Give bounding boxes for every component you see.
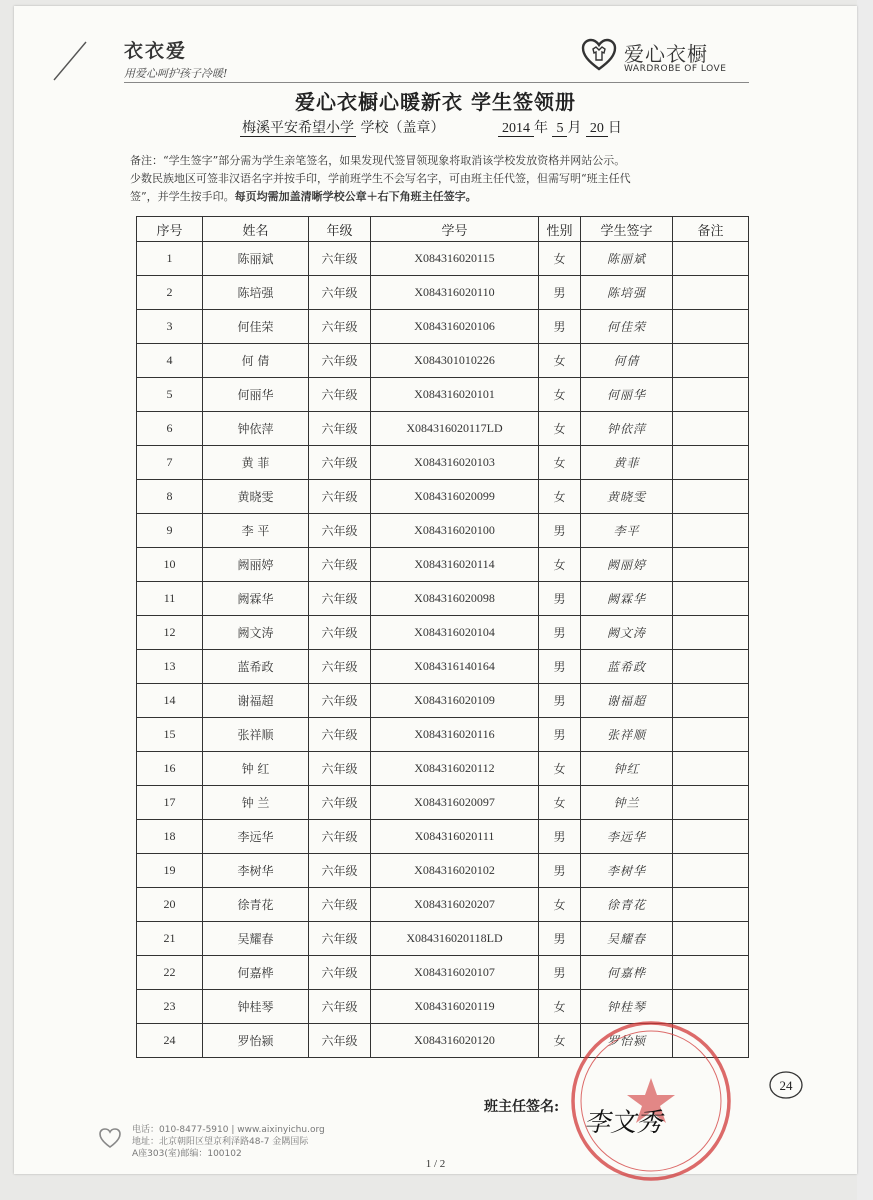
- cell-gender: 女: [539, 344, 581, 378]
- cell-gender: 女: [539, 548, 581, 582]
- cell-grade: 六年级: [309, 1024, 371, 1058]
- cell-no: 8: [137, 480, 203, 514]
- cell-student-id: X084316020110: [371, 276, 539, 310]
- cell-grade: 六年级: [309, 616, 371, 650]
- table-row: [137, 446, 749, 480]
- cell-remark: [673, 956, 749, 990]
- cell-remark: [673, 446, 749, 480]
- table-row: [137, 378, 749, 412]
- cell-gender: 女: [539, 990, 581, 1024]
- cell-gender: 男: [539, 616, 581, 650]
- right-logo: [580, 36, 750, 78]
- table-body: [137, 242, 749, 1058]
- page-title: 爱心衣橱心暖新衣 学生签领册: [295, 90, 576, 114]
- cell-grade: 六年级: [309, 242, 371, 276]
- cell-student-id: X084316020107: [371, 956, 539, 990]
- cell-remark: [673, 888, 749, 922]
- cell-name: 谢福超: [203, 684, 309, 718]
- cell-signature: 李远华: [581, 820, 673, 854]
- cell-grade: 六年级: [309, 922, 371, 956]
- cell-remark: [673, 582, 749, 616]
- note-line-2: 少数民族地区可签非汉语名字并按手印，学前班学生不会写名字，可由班主任代签，但需写明“班主任代: [130, 172, 631, 185]
- cell-name: 张祥顺: [203, 718, 309, 752]
- cell-name: 何丽华: [203, 378, 309, 412]
- cell-name: 钟 兰: [203, 786, 309, 820]
- cell-gender: 男: [539, 956, 581, 990]
- cell-no: 12: [137, 616, 203, 650]
- table-row: [137, 412, 749, 446]
- cell-grade: 六年级: [309, 820, 371, 854]
- cell-gender: 男: [539, 650, 581, 684]
- cell-gender: 男: [539, 514, 581, 548]
- left-slogan: 用爱心呵护孩子冷暖!: [124, 67, 228, 80]
- cell-name: 李树华: [203, 854, 309, 888]
- cell-remark: [673, 514, 749, 548]
- cell-student-id: X084316020111: [371, 820, 539, 854]
- cell-signature: 何丽华: [581, 378, 673, 412]
- teacher-signature: 李文秀: [584, 1108, 663, 1138]
- cell-signature: 阙霖华: [581, 582, 673, 616]
- left-brand: 衣衣爱: [124, 40, 188, 62]
- col-header-student-id: 学号: [371, 217, 539, 242]
- cell-no: 24: [137, 1024, 203, 1058]
- cell-student-id: X084316020117LD: [371, 412, 539, 446]
- school-line: [240, 117, 444, 137]
- table-row: [137, 276, 749, 310]
- cell-signature: 钟红: [581, 752, 673, 786]
- cell-signature: 李平: [581, 514, 673, 548]
- cell-grade: 六年级: [309, 582, 371, 616]
- cell-gender: 男: [539, 854, 581, 888]
- cell-remark: [673, 616, 749, 650]
- table-row: [137, 480, 749, 514]
- cell-remark: [673, 752, 749, 786]
- document-page: [14, 6, 857, 1174]
- cell-remark: [673, 548, 749, 582]
- cell-student-id: X084316020118LD: [371, 922, 539, 956]
- cell-student-id: X084316020106: [371, 310, 539, 344]
- cell-remark: [673, 310, 749, 344]
- cell-signature: 吴耀春: [581, 922, 673, 956]
- table-row: [137, 786, 749, 820]
- cell-signature: 张祥顺: [581, 718, 673, 752]
- cell-student-id: X084316020109: [371, 684, 539, 718]
- cell-gender: 男: [539, 310, 581, 344]
- cell-remark: [673, 412, 749, 446]
- date-month: 5: [552, 121, 567, 137]
- cell-student-id: X084316020102: [371, 854, 539, 888]
- cell-gender: 女: [539, 480, 581, 514]
- cell-name: 陈丽斌: [203, 242, 309, 276]
- right-brand-cn: 爱心衣橱: [624, 42, 708, 66]
- footer-address-2: A座303(室)邮编：100102: [132, 1149, 242, 1159]
- scan-edge: [857, 0, 873, 1200]
- cell-signature: 罗怡颍: [581, 1024, 673, 1058]
- cell-name: 黄 菲: [203, 446, 309, 480]
- note-line-3-pre: 签”，并学生按手印。: [130, 190, 235, 203]
- cell-grade: 六年级: [309, 344, 371, 378]
- cell-grade: 六年级: [309, 276, 371, 310]
- table-row: [137, 514, 749, 548]
- cell-no: 2: [137, 276, 203, 310]
- page-number: 1 / 2: [425, 1158, 446, 1170]
- cell-gender: 女: [539, 378, 581, 412]
- cell-student-id: X084316020101: [371, 378, 539, 412]
- cell-no: 21: [137, 922, 203, 956]
- cell-name: 李远华: [203, 820, 309, 854]
- cell-no: 5: [137, 378, 203, 412]
- cell-student-id: X084301010226: [371, 344, 539, 378]
- date-day: 20: [586, 121, 608, 137]
- cell-gender: 女: [539, 888, 581, 922]
- cell-student-id: X084316020114: [371, 548, 539, 582]
- cell-signature: 黄菲: [581, 446, 673, 480]
- cell-name: 陈培强: [203, 276, 309, 310]
- cell-name: 阙霖华: [203, 582, 309, 616]
- cell-name: 钟桂琴: [203, 990, 309, 1024]
- cell-name: 何嘉桦: [203, 956, 309, 990]
- cell-student-id: X084316020099: [371, 480, 539, 514]
- cell-grade: 六年级: [309, 718, 371, 752]
- table-row: [137, 344, 749, 378]
- cell-gender: 女: [539, 412, 581, 446]
- cell-name: 徐青花: [203, 888, 309, 922]
- cell-name: 钟依萍: [203, 412, 309, 446]
- cell-remark: [673, 718, 749, 752]
- cell-signature: 阙文涛: [581, 616, 673, 650]
- date-year-label: 年: [534, 120, 548, 136]
- col-header-gender: 性别: [539, 217, 581, 242]
- cell-name: 黄晓雯: [203, 480, 309, 514]
- note-line-1: 备注：“学生签字”部分需为学生亲笔签名，如果发现代签冒领现象将取消该学校发放资格并网站公示。: [130, 154, 626, 167]
- cell-no: 23: [137, 990, 203, 1024]
- footer-phone: 电话：010-8477-5910 | www.aixinyichu.org: [132, 1125, 325, 1135]
- table-row: [137, 888, 749, 922]
- table-row: [137, 548, 749, 582]
- cell-grade: 六年级: [309, 514, 371, 548]
- cell-name: 李 平: [203, 514, 309, 548]
- teacher-sign-label: 班主任签名:: [484, 1099, 560, 1115]
- cell-student-id: X084316020116: [371, 718, 539, 752]
- note-line-3-bold: 每页均需加盖清晰学校公章＋右下角班主任签字。: [234, 190, 477, 203]
- student-roster-table: [136, 216, 749, 1058]
- cell-signature: 何佳荣: [581, 310, 673, 344]
- cell-signature: 钟依萍: [581, 412, 673, 446]
- cell-no: 6: [137, 412, 203, 446]
- table-row: [137, 582, 749, 616]
- cell-name: 蓝希政: [203, 650, 309, 684]
- cell-name: 何佳荣: [203, 310, 309, 344]
- cell-student-id: X084316020098: [371, 582, 539, 616]
- cell-student-id: X084316020207: [371, 888, 539, 922]
- cell-grade: 六年级: [309, 956, 371, 990]
- table-row: [137, 242, 749, 276]
- cell-remark: [673, 344, 749, 378]
- school-suffix: 学校（盖章）: [360, 120, 445, 136]
- col-header-name: 姓名: [203, 217, 309, 242]
- cell-no: 20: [137, 888, 203, 922]
- cell-name: 阙丽婷: [203, 548, 309, 582]
- cell-signature: 阙丽婷: [581, 548, 673, 582]
- cell-grade: 六年级: [309, 854, 371, 888]
- note-line-3: [130, 188, 750, 206]
- cell-remark: [673, 820, 749, 854]
- cell-name: 钟 红: [203, 752, 309, 786]
- col-header-signature: 学生签字: [581, 217, 673, 242]
- cell-gender: 男: [539, 276, 581, 310]
- right-brand-en: WARDROBE OF LOVE: [624, 64, 727, 74]
- cell-signature: 陈丽斌: [581, 242, 673, 276]
- cell-remark: [673, 276, 749, 310]
- date-month-label: 月: [567, 120, 582, 136]
- cell-signature: 李树华: [581, 854, 673, 888]
- cell-grade: 六年级: [309, 378, 371, 412]
- cell-no: 19: [137, 854, 203, 888]
- cell-name: 阙文涛: [203, 616, 309, 650]
- cell-student-id: X084316020119: [371, 990, 539, 1024]
- cell-student-id: X084316020104: [371, 616, 539, 650]
- cell-no: 17: [137, 786, 203, 820]
- cell-no: 11: [137, 582, 203, 616]
- cell-no: 1: [137, 242, 203, 276]
- cell-grade: 六年级: [309, 480, 371, 514]
- table-header-row: [137, 217, 749, 242]
- cell-no: 9: [137, 514, 203, 548]
- cell-signature: 何倩: [581, 344, 673, 378]
- cell-no: 4: [137, 344, 203, 378]
- cell-remark: [673, 480, 749, 514]
- heart-shirt-icon: [580, 36, 618, 74]
- cell-grade: 六年级: [309, 752, 371, 786]
- cell-name: 罗怡颍: [203, 1024, 309, 1058]
- cell-student-id: X084316140164: [371, 650, 539, 684]
- cell-no: 14: [137, 684, 203, 718]
- cell-gender: 男: [539, 718, 581, 752]
- cell-student-id: X084316020097: [371, 786, 539, 820]
- cell-remark: [673, 378, 749, 412]
- cell-remark: [673, 684, 749, 718]
- col-header-remark: 备注: [673, 217, 749, 242]
- date-day-label: 日: [607, 120, 622, 136]
- cell-gender: 女: [539, 752, 581, 786]
- cell-no: 3: [137, 310, 203, 344]
- cell-grade: 六年级: [309, 446, 371, 480]
- pen-mark-icon: [50, 40, 90, 86]
- left-logo: [124, 36, 324, 81]
- cell-no: 18: [137, 820, 203, 854]
- cell-grade: 六年级: [309, 310, 371, 344]
- school-name: 梅溪平安希望小学: [242, 120, 354, 136]
- remarks-note: [130, 152, 750, 206]
- cell-name: 吴耀春: [203, 922, 309, 956]
- cell-student-id: X084316020120: [371, 1024, 539, 1058]
- cell-signature: 蓝希政: [581, 650, 673, 684]
- table-row: [137, 820, 749, 854]
- cell-gender: 男: [539, 582, 581, 616]
- cell-signature: 徐青花: [581, 888, 673, 922]
- cell-grade: 六年级: [309, 684, 371, 718]
- cell-grade: 六年级: [309, 548, 371, 582]
- cell-grade: 六年级: [309, 650, 371, 684]
- cell-signature: 钟兰: [581, 786, 673, 820]
- cell-signature: 陈培强: [581, 276, 673, 310]
- cell-grade: 六年级: [309, 786, 371, 820]
- cell-name: 何 倩: [203, 344, 309, 378]
- cell-gender: 女: [539, 786, 581, 820]
- cell-signature: 何嘉桦: [581, 956, 673, 990]
- table-row: [137, 616, 749, 650]
- cell-gender: 男: [539, 922, 581, 956]
- cell-student-id: X084316020103: [371, 446, 539, 480]
- header-divider: [124, 82, 749, 83]
- table-row: [137, 650, 749, 684]
- table-row: [137, 854, 749, 888]
- table-row: [137, 684, 749, 718]
- cell-gender: 女: [539, 446, 581, 480]
- cell-grade: 六年级: [309, 990, 371, 1024]
- table-row: [137, 718, 749, 752]
- cell-gender: 男: [539, 684, 581, 718]
- cell-signature: 谢福超: [581, 684, 673, 718]
- cell-no: 22: [137, 956, 203, 990]
- cell-grade: 六年级: [309, 412, 371, 446]
- cell-remark: [673, 922, 749, 956]
- cell-no: 16: [137, 752, 203, 786]
- date-year: 2014: [498, 121, 534, 137]
- col-header-no: 序号: [137, 217, 203, 242]
- cell-no: 7: [137, 446, 203, 480]
- table-row: [137, 956, 749, 990]
- cell-no: 13: [137, 650, 203, 684]
- cell-remark: [673, 786, 749, 820]
- cell-grade: 六年级: [309, 888, 371, 922]
- cell-no: 10: [137, 548, 203, 582]
- date-line: [498, 117, 622, 137]
- footer-address-1: 地址：北京朝阳区望京利泽路48-7 金隅国际: [132, 1137, 309, 1147]
- cell-signature: 黄晓雯: [581, 480, 673, 514]
- table-row: [137, 922, 749, 956]
- cell-student-id: X084316020115: [371, 242, 539, 276]
- col-header-grade: 年级: [309, 217, 371, 242]
- table-row: [137, 752, 749, 786]
- cell-remark: [673, 854, 749, 888]
- cell-no: 15: [137, 718, 203, 752]
- cell-gender: 女: [539, 1024, 581, 1058]
- page-mark-circle: [768, 1070, 804, 1100]
- cell-remark: [673, 650, 749, 684]
- cell-student-id: X084316020100: [371, 514, 539, 548]
- cell-student-id: X084316020112: [371, 752, 539, 786]
- cell-gender: 女: [539, 242, 581, 276]
- cell-signature: 钟桂琴: [581, 990, 673, 1024]
- page-mark-number: 24: [779, 1078, 793, 1093]
- table-row: [137, 310, 749, 344]
- footer-heart-icon: [98, 1126, 122, 1150]
- cell-gender: 男: [539, 820, 581, 854]
- cell-remark: [673, 242, 749, 276]
